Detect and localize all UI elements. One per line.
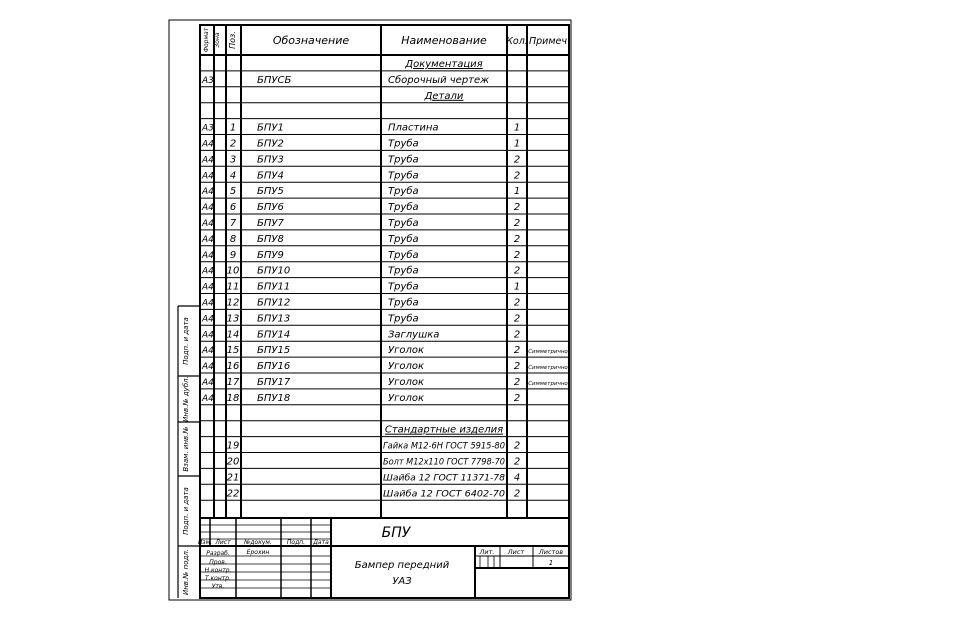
row-position: 13 (226, 313, 240, 325)
row-designation: БПУ15 (257, 345, 291, 357)
row-quantity: 2 (513, 202, 521, 214)
row-quantity: 1 (513, 186, 521, 198)
row-quantity: 1 (513, 122, 521, 134)
binding-labels (182, 317, 190, 595)
row-position: 20 (226, 456, 240, 468)
table-row (201, 153, 520, 165)
row-quantity: 2 (513, 170, 521, 182)
row-name: Труба (388, 313, 419, 325)
title-block (197, 518, 569, 598)
row-position: 15 (226, 345, 240, 357)
row-name: Пластина (388, 122, 439, 134)
table-row (201, 185, 520, 197)
row-name: Сборочный чертеж (388, 74, 490, 86)
row-name: Заглушка (388, 329, 440, 341)
row-quantity: 2 (513, 488, 521, 500)
row-designation: БПУ6 (257, 202, 284, 214)
table-row (201, 123, 520, 134)
inner-frame (197, 25, 569, 598)
table-row (201, 233, 520, 245)
row-quantity: 1 (513, 281, 521, 293)
row-position: 21 (226, 472, 240, 484)
row-format: А4 (202, 139, 214, 150)
table-row (404, 59, 482, 70)
header-format: Формат (203, 27, 210, 53)
sheets-label: Листов (538, 548, 564, 556)
document-title-line1: Бампер передний (354, 560, 450, 571)
row-format: А4 (202, 393, 214, 404)
row-designation: БПУ11 (257, 281, 291, 293)
row-name: Труба (388, 186, 419, 198)
row-name: Труба (388, 170, 419, 182)
developer-name: Ерохин (246, 549, 270, 556)
row-quantity: 4 (513, 472, 521, 484)
table-row (201, 393, 520, 404)
row-position: 12 (226, 297, 240, 309)
row-quantity: 2 (513, 297, 521, 309)
row-position: 16 (226, 361, 240, 373)
row-designation: БПУ18 (257, 392, 291, 404)
row-designation: БПУ13 (257, 313, 291, 325)
row-format: А4 (202, 171, 214, 182)
role-label: Утв. (211, 583, 225, 590)
row-quantity: 2 (513, 345, 521, 357)
table-row (201, 297, 520, 309)
row-name: Труба (388, 249, 419, 261)
row-format: А4 (202, 155, 214, 166)
table-row (201, 281, 520, 293)
row-format: А4 (202, 250, 214, 261)
row-quantity: 2 (513, 313, 521, 325)
row-quantity: 2 (513, 265, 521, 277)
header-name: Наименование (401, 34, 487, 47)
rev-header: Дата (313, 539, 329, 546)
row-format: А3 (202, 75, 214, 86)
header-qty: Кол. (506, 36, 528, 47)
header-note: Примеч (529, 36, 567, 47)
row-designation: БПУ7 (257, 218, 284, 229)
row-note: Симметрично (528, 349, 568, 356)
row-name: Уголок (388, 361, 425, 373)
table-body (201, 59, 568, 499)
header-pos: Поз. (228, 31, 237, 49)
row-designation: БПУ1 (257, 122, 284, 134)
row-format: А4 (202, 330, 214, 341)
side-label-sign-date-bottom: Подп. и дата (182, 487, 190, 535)
table-row (201, 329, 520, 340)
header-designation: Обозначение (272, 34, 350, 47)
table-row (227, 441, 521, 452)
row-position: 1 (229, 122, 237, 134)
row-designation: БПУ4 (257, 170, 284, 182)
document-title-line2: УАЗ (392, 576, 412, 587)
row-format: А4 (202, 298, 214, 309)
row-name: Труба (388, 202, 419, 214)
side-label-dup-inv: Инв.№ дубл. (182, 376, 190, 422)
row-designation: БПУ8 (257, 233, 284, 245)
row-name: Шайба 12 ГОСТ 6402-70 (383, 488, 505, 499)
row-format: А4 (202, 378, 214, 388)
role-label: Н.контр. (204, 567, 232, 574)
sheets-value: 1 (548, 559, 554, 567)
side-label-orig-inv: Инв.№ подл. (182, 548, 190, 596)
role-label: Т.контр. (204, 575, 232, 582)
row-name: Уголок (388, 377, 425, 388)
row-format: А4 (202, 266, 214, 277)
row-position: 4 (229, 170, 237, 182)
row-designation: БПУ5 (257, 186, 284, 198)
row-quantity: 2 (513, 440, 521, 452)
table-header (200, 27, 569, 55)
table-row (227, 472, 521, 483)
lit-label: Лит. (479, 548, 495, 556)
row-designation: БПУ12 (257, 297, 291, 309)
row-name: Труба (388, 218, 419, 229)
row-format: А4 (202, 234, 214, 245)
table-row (201, 74, 489, 86)
row-name: Труба (388, 138, 419, 150)
row-quantity: 2 (513, 377, 521, 388)
table-row (201, 312, 520, 324)
table-row (201, 345, 568, 356)
document-code: БПУ (381, 525, 411, 541)
row-name: Труба (388, 154, 419, 166)
table-row (201, 138, 520, 150)
row-note: Симметрично (528, 365, 568, 372)
rev-header: Подп. (286, 539, 306, 546)
table-row (424, 91, 464, 102)
row-quantity: 1 (513, 138, 521, 150)
row-quantity: 2 (513, 233, 521, 245)
row-position: 8 (229, 233, 237, 245)
table-row (201, 201, 520, 213)
row-name: Болт М12х110 ГОСТ 7798-70 (383, 456, 505, 467)
row-position: 6 (229, 202, 237, 214)
title-block-grid (198, 518, 331, 598)
table-row (227, 457, 521, 468)
row-name: Стандартные изделия (384, 424, 504, 436)
table-row (201, 249, 520, 261)
row-quantity: 2 (513, 154, 521, 166)
table-row (201, 217, 520, 229)
row-name: Шайба 12 ГОСТ 11371-78 (383, 472, 505, 483)
row-position: 10 (226, 265, 240, 277)
role-label: Разраб. (206, 550, 230, 557)
row-position: 17 (226, 377, 240, 388)
row-designation: БПУ14 (257, 329, 291, 341)
row-position: 22 (226, 488, 240, 500)
row-format: А3 (202, 123, 214, 134)
row-name: Труба (388, 281, 419, 293)
side-label-replace-inv: Взам. инв.№ (182, 426, 190, 472)
row-name: Гайка М12-6Н ГОСТ 5915-80 (383, 440, 505, 451)
row-name: Уголок (388, 392, 425, 404)
table-row (201, 377, 568, 388)
side-label-sign-date-top: Подп. и дата (182, 317, 190, 365)
row-designation: БПУ16 (257, 361, 291, 373)
row-position: 2 (229, 138, 237, 150)
row-position: 9 (229, 249, 237, 261)
row-name: Труба (388, 297, 419, 309)
row-name: Труба (388, 265, 419, 277)
row-format: А4 (202, 282, 214, 293)
table-row (201, 361, 568, 372)
row-format: А4 (202, 187, 214, 198)
row-format: А4 (202, 219, 214, 229)
row-designation: БПУ9 (257, 249, 284, 261)
row-quantity: 2 (513, 329, 521, 341)
row-designation: БПУСБ (257, 74, 292, 86)
role-label: Пров. (209, 559, 227, 566)
row-quantity: 2 (513, 392, 521, 404)
table-row (385, 425, 503, 436)
rev-header: №докум. (244, 539, 272, 546)
row-format: А4 (202, 203, 214, 214)
row-quantity: 2 (513, 218, 521, 229)
row-position: 19 (226, 440, 240, 452)
row-position: 18 (226, 392, 240, 404)
row-designation: БПУ2 (257, 138, 284, 150)
row-name: Уголок (388, 345, 425, 357)
row-designation: БПУ17 (257, 377, 291, 388)
row-quantity: 2 (513, 361, 521, 373)
header-zone: Зона (214, 32, 221, 48)
outer-frame (169, 20, 571, 600)
row-format: А4 (202, 314, 214, 325)
row-designation: БПУ3 (257, 154, 284, 166)
row-format: А4 (202, 346, 214, 357)
row-name: Детали (424, 90, 464, 102)
row-position: 7 (229, 218, 237, 229)
row-name: Труба (388, 233, 419, 245)
rev-header: Лист (215, 539, 231, 546)
row-position: 11 (226, 281, 240, 293)
table-row (227, 488, 521, 499)
row-name: Документация (405, 59, 483, 70)
row-quantity: 2 (513, 456, 521, 468)
row-position: 5 (229, 186, 237, 198)
row-format: А4 (202, 362, 214, 373)
sheet-label: Лист (507, 548, 525, 556)
row-note: Симметрично (528, 381, 568, 387)
row-position: 14 (226, 329, 240, 341)
table-row (201, 169, 520, 181)
rev-header: Изм. (197, 539, 213, 546)
row-quantity: 2 (513, 249, 521, 261)
row-position: 3 (229, 154, 237, 166)
table-row (201, 265, 520, 277)
row-designation: БПУ10 (257, 265, 291, 277)
